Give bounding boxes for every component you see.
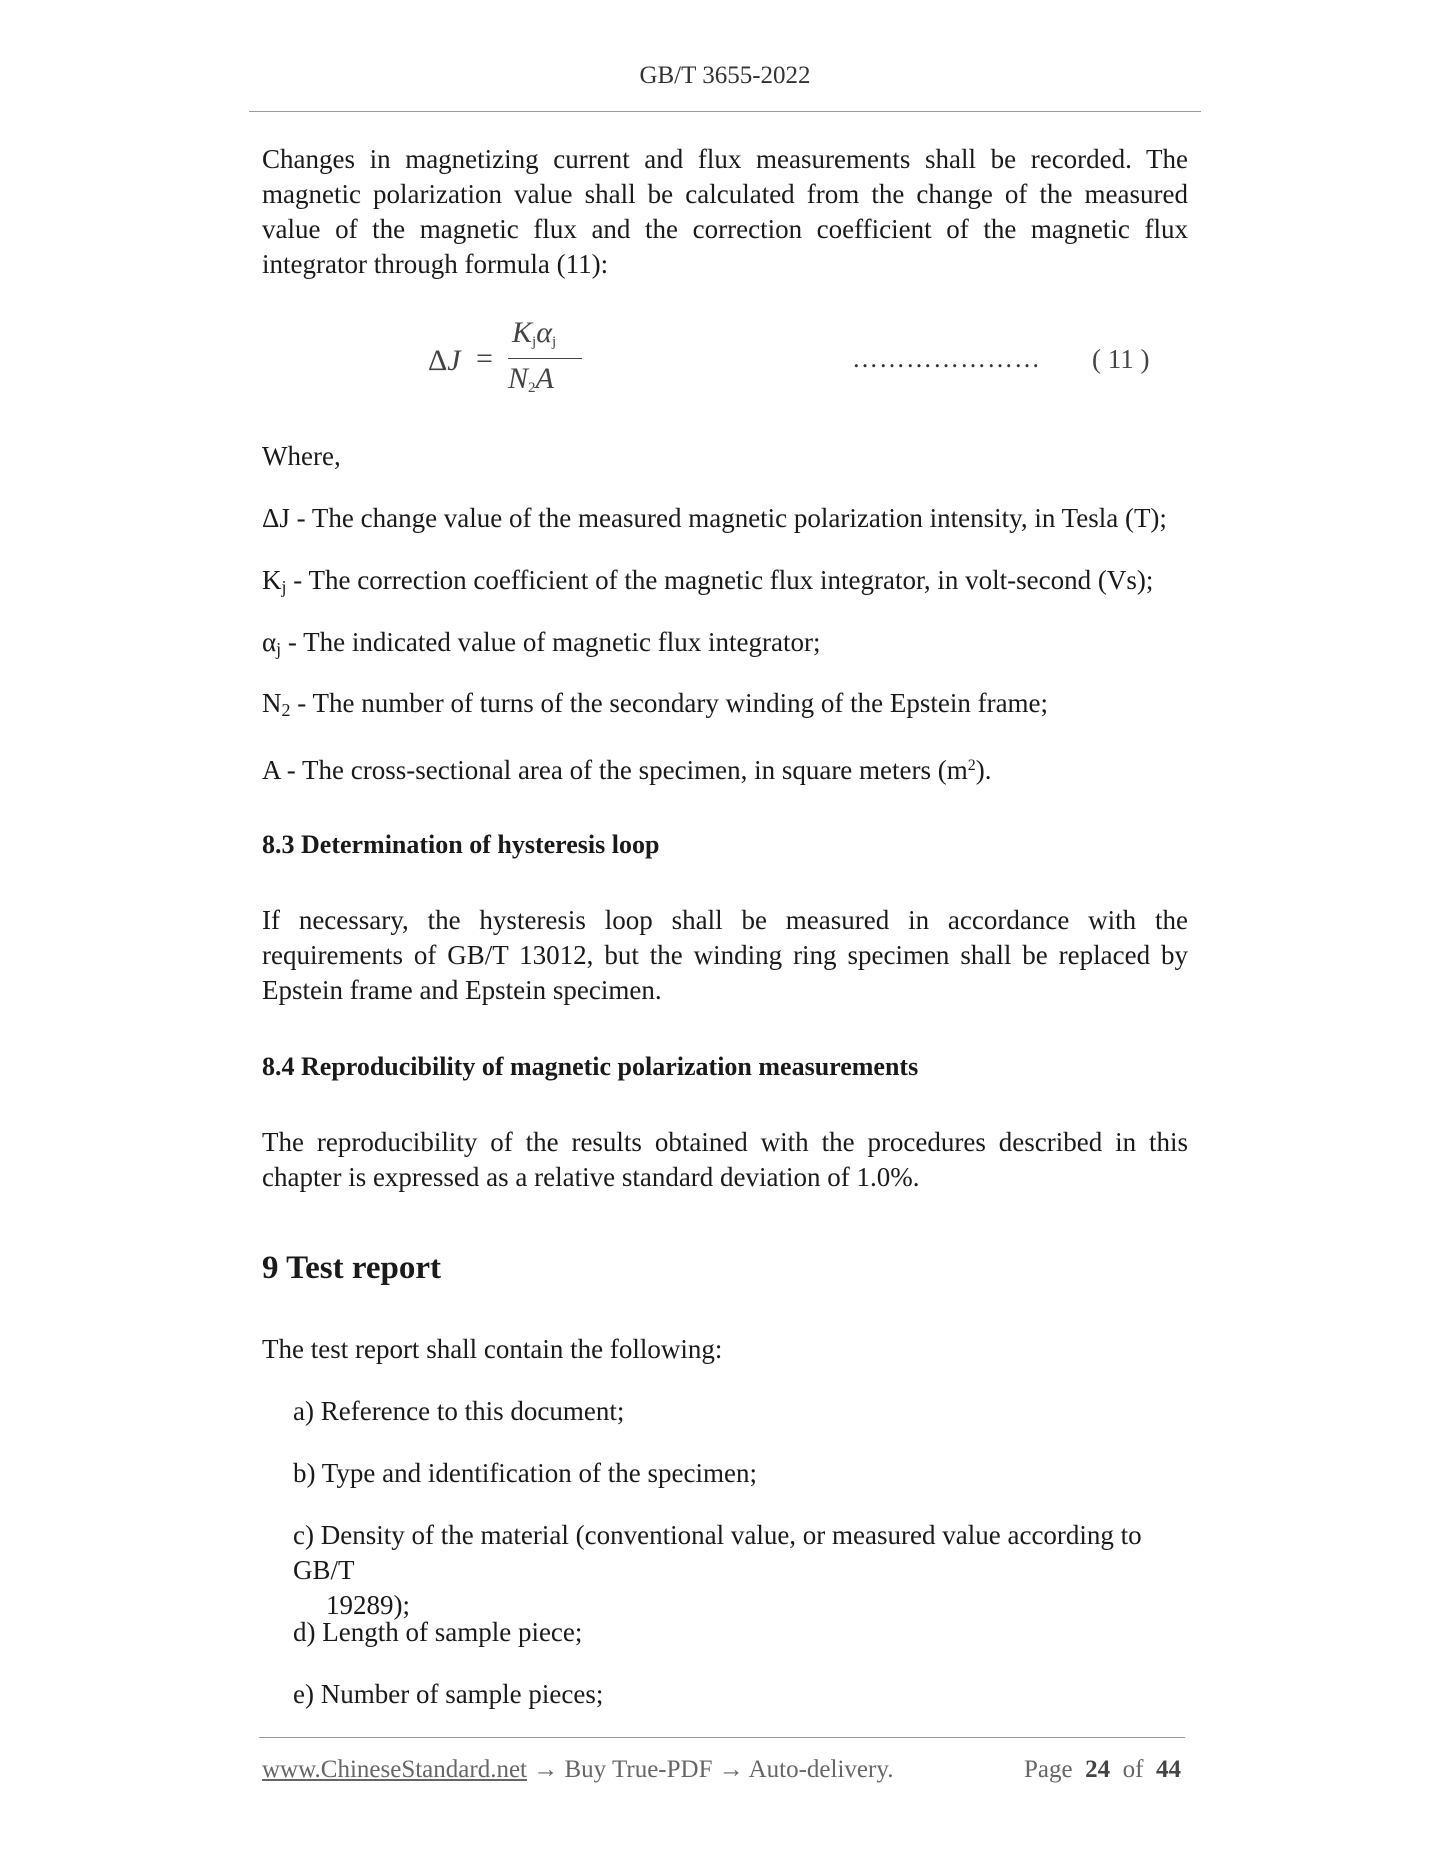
section-8-4-heading: 8.4 Reproducibility of magnetic polarization measurements [262, 1052, 919, 1081]
arrow-right-icon: → [527, 1756, 565, 1783]
list-item: e) Number of sample pieces; [293, 1679, 604, 1709]
intro-paragraph: Changes in magnetizing current and flux measurements shall be recorded. The magnetic polarization value shall be calculated from the change of the measured value of the magnetic flux and the correction coefficient of the magnetic flux integrator through formula (11): [262, 144, 1188, 279]
page-indicator: Page 24 of 44 [1024, 1756, 1181, 1783]
formula-lhs: ΔJ [428, 344, 461, 377]
section-8-4-text: The reproducibility of the results obtained with the procedures described in this chapter is expressed as a relative standard deviation of 1.0%. [262, 1127, 1188, 1192]
definition-n2: $N_2$ - The number of turns of the secondary winding of the Epstein frame; [262, 688, 1049, 720]
section-8-3-heading: 8.3 Determination of hysteresis loop [262, 830, 660, 859]
arrow-right-icon: → [712, 1756, 749, 1783]
formula-fraction-bar [508, 358, 582, 359]
definition-delta-j: ΔJ - The change value of the measured magnetic polarization intensity, in Tesla (T); [262, 503, 1167, 533]
section-9-heading: 9 Test report [262, 1250, 442, 1286]
formula-number: ( 11 ) [1092, 344, 1150, 374]
formula-11 [428, 316, 1188, 400]
definition-a: A - The cross-sectional area of the specimen, in square meters $(m^2)$. [262, 755, 992, 785]
website-link[interactable]: www.ChineseStandard.net [262, 1756, 527, 1783]
document-id-header: GB/T 3655-2022 [639, 62, 811, 89]
formula-equals: = [476, 342, 493, 375]
section-9-intro: The test report shall contain the following: [262, 1334, 723, 1364]
list-item: c) Density of the material (conventional value, or measured value according to GB/T 19289); [293, 1520, 1142, 1620]
footer-divider [259, 1737, 1185, 1738]
formula-numerator: $K_j\alpha_j$ [512, 316, 557, 350]
list-item: d) Length of sample piece; [293, 1617, 583, 1647]
list-item: a) Reference to this document; [293, 1396, 625, 1426]
auto-delivery-text: Auto-delivery. [748, 1756, 894, 1783]
buy-pdf-text: Buy True-PDF [564, 1756, 713, 1783]
where-label: Where, [262, 441, 341, 471]
formula-leader-dots: ………………… [852, 344, 1041, 373]
definition-kj: $K_j$ - The correction coefficient of the magnetic flux integrator, in volt-second (Vs); [262, 565, 1154, 597]
definition-alpha-j: $\alpha_j$ - The indicated value of magnetic flux integrator; [262, 627, 821, 659]
footer-promo [262, 1756, 893, 1784]
list-item: b) Type and identification of the specimen; [293, 1458, 757, 1488]
section-8-3-text: If necessary, the hysteresis loop shall be measured in accordance with the requirements of GB/T 13012, but the winding ring specimen shall be replaced by Epstein frame and Epstein specimen. [262, 905, 1188, 1005]
formula-denominator: $N_2A$ [508, 362, 554, 396]
header-divider [249, 111, 1201, 112]
